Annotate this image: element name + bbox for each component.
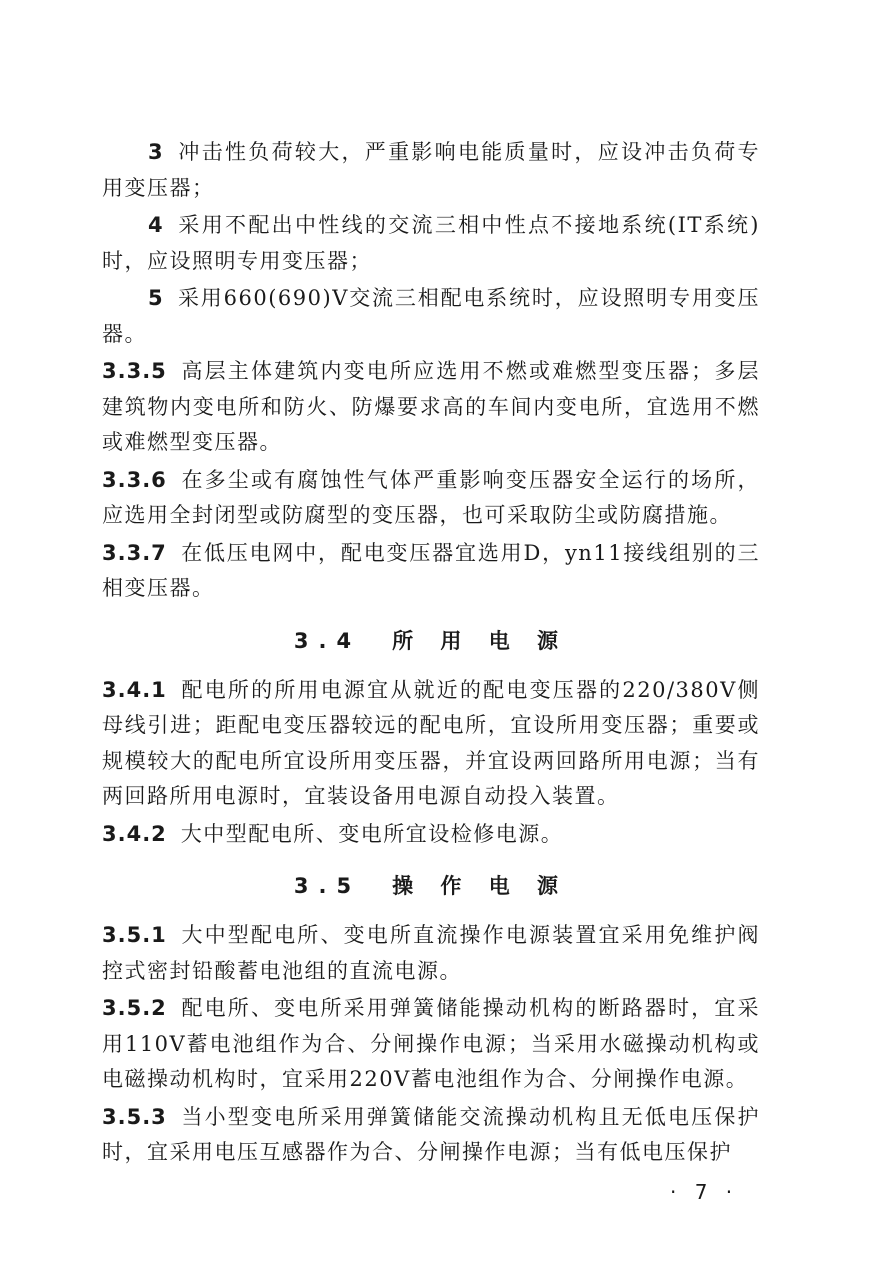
document-page [102,135,760,1171]
clause-text: 大中型配电所、变电所宜设检修电源。 [180,821,564,846]
clause-number: 3.4.2 [102,821,167,846]
section-heading-3-5: 3.5 操 作 电 源 [293,874,569,898]
clause-3-3-6 [102,463,760,534]
clause-3-5-1 [102,918,760,989]
clause-text: 大中型配电所、变电所直流操作电源装置宜采用免维护阀控式密封铅酸蓄电池组的直流电源。 [102,923,760,983]
clause-number: 3.5.1 [102,923,167,947]
item-text: 采用不配出中性线的交流三相中性点不接地系统(IT系统)时，应设照明专用变压器； [102,213,760,273]
item-number: 3 [148,140,164,164]
clause-text: 高层主体建筑内变电所应选用不燃或难燃型变压器；多层建筑物内变电所和防火、防爆要求高的车间内变电所，宜选用不燃或难燃型变压器。 [102,359,760,454]
list-item [102,208,760,279]
item-text: 采用660(690)V交流三相配电系统时，应设照明专用变压器。 [102,286,760,346]
clause-number: 3.5.3 [102,1104,167,1129]
item-text: 冲击性负荷较大，严重影响电能质量时，应设冲击负荷专用变压器； [102,140,760,200]
clause-3-4-1 [102,673,760,815]
clause-number: 3.3.5 [102,359,167,383]
clause-text: 当小型变电所采用弹簧储能交流操动机构且无低电压保护时，宜采用电压互感器作为合、分闸操作电源；当有低电压保护 [102,1104,760,1164]
item-number: 4 [148,213,164,237]
clause-number: 3.4.1 [102,677,167,702]
clause-3-4-2 [102,817,760,853]
clause-number: 3.5.2 [102,996,167,1020]
list-item [102,135,760,206]
clause-3-5-2 [102,991,760,1098]
clause-3-3-5 [102,354,760,461]
page-number: · 7 · [670,1180,739,1204]
section-heading-3-4: 3.4 所 用 电 源 [293,628,569,653]
clause-text: 在多尘或有腐蚀性气体严重影响变压器安全运行的场所，应选用全封闭型或防腐型的变压器，也可采取防尘或防腐措施。 [102,467,760,527]
clause-3-5-3 [102,1100,760,1171]
clause-3-3-7 [102,536,760,607]
clause-text: 配电所的所用电源宜从就近的配电变压器的220/380V侧母线引进；距配电变压器较远的配电所，宜设所用变压器；重要或规模较大的配电所宜设所用变压器，并宜设两回路所用电源；当有两回路所用电源时，宜装设备用电源自动投入装置。 [102,677,760,808]
list-item [102,281,760,352]
clause-number: 3.3.6 [102,467,167,492]
clause-number: 3.3.7 [102,540,167,565]
clause-text: 配电所、变电所采用弹簧储能操动机构的断路器时，宜采用110V蓄电池组作为合、分闸操作电源；当采用水磁操动机构或电磁操动机构时，宜采用220V蓄电池组作为合、分闸操作电源。 [102,996,760,1091]
clause-text: 在低压电网中，配电变压器宜选用D，yn11接线组别的三相变压器。 [102,540,760,600]
item-number: 5 [148,286,164,310]
